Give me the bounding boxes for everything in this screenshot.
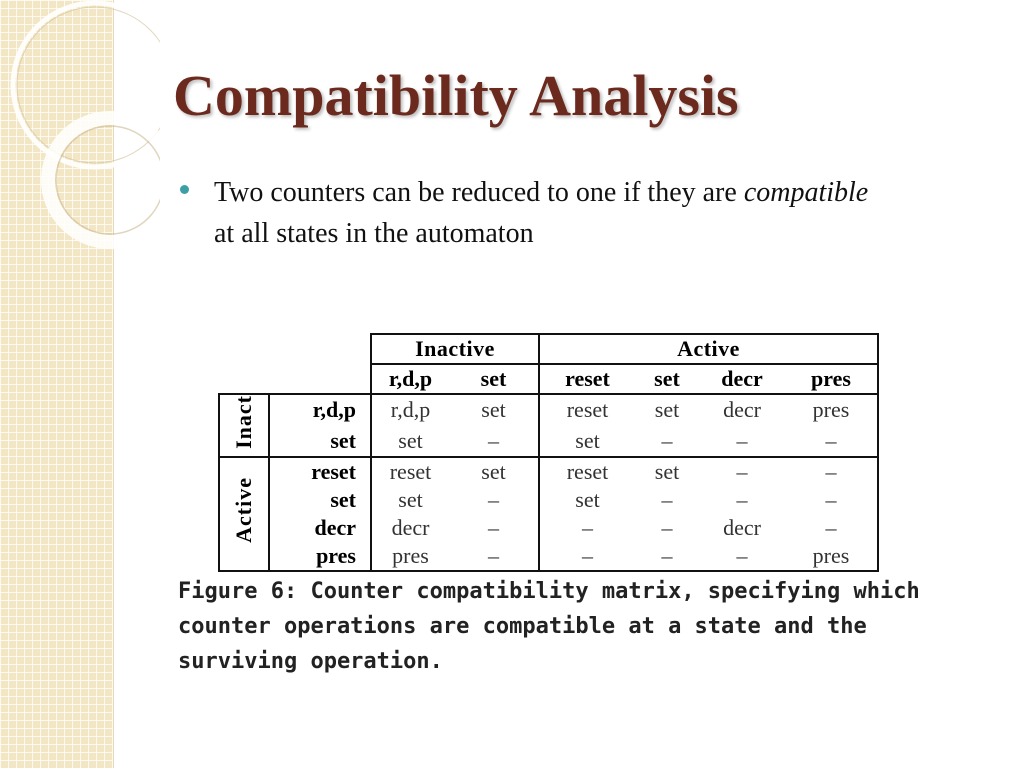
bullet-item	[176, 172, 876, 254]
bullet-text-emphasis: compatible	[743, 177, 869, 208]
decorative-ring-outer	[13, 3, 160, 167]
matrix-cell: reset	[539, 394, 635, 425]
matrix-cell: set	[371, 425, 449, 456]
matrix-cell: set	[575, 486, 600, 512]
matrix-cell: pres	[785, 542, 878, 571]
matrix-cell: set	[449, 394, 539, 425]
bullet-text	[214, 172, 876, 254]
matrix-cell: –	[582, 514, 593, 540]
matrix-cell: set	[371, 486, 449, 514]
matrix-row	[219, 457, 878, 486]
matrix-cell: –	[635, 425, 699, 456]
matrix-cell: –	[449, 542, 539, 571]
matrix-corner-blank	[269, 364, 371, 394]
bullet-text-part1: Two counters can be reduced to one if they are	[214, 177, 744, 208]
matrix-corner-blank	[219, 334, 269, 364]
matrix-cell: –	[785, 514, 878, 542]
matrix-group-header-row	[219, 334, 878, 364]
row-header: reset	[311, 458, 356, 484]
matrix-cell: pres	[785, 394, 878, 425]
matrix-cell: pres	[371, 542, 449, 571]
matrix-cell: –	[785, 457, 878, 486]
row-header: decr	[314, 514, 356, 540]
matrix-cell: set	[449, 457, 539, 486]
matrix-cell: –	[449, 486, 539, 514]
decorative-rings	[0, 0, 160, 300]
row-group-inact-label: Inact	[231, 395, 256, 449]
figure-caption: Figure 6: Counter compatibility matrix, specifying which counter operations are compatible at a state and the surviving operation.	[178, 579, 920, 674]
matrix-cell: –	[736, 486, 748, 512]
col-header: decr	[721, 366, 763, 391]
col-header: set	[654, 366, 680, 391]
matrix-cell: –	[539, 542, 635, 571]
matrix-column-header-row	[219, 364, 878, 394]
matrix-cell: –	[449, 425, 539, 456]
matrix-cell: decr	[699, 394, 785, 425]
matrix-cell: –	[635, 542, 699, 571]
col-header: reset	[565, 366, 610, 391]
row-group-active-label: Active	[231, 477, 256, 544]
matrix-cell: decr	[371, 514, 449, 542]
col-header: pres	[785, 364, 878, 394]
col-group-inactive: Inactive	[371, 334, 539, 364]
matrix-cell: reset	[566, 458, 609, 484]
compatibility-matrix	[218, 333, 879, 572]
matrix-cell: –	[785, 425, 878, 456]
matrix-corner-blank	[269, 334, 371, 364]
decorative-ring-outer-shadow	[17, 7, 160, 163]
matrix-row	[219, 542, 878, 571]
row-header: r,d,p	[269, 394, 371, 425]
bullet-text-part2: at all states in the automaton	[214, 218, 534, 249]
row-header: set	[330, 486, 356, 512]
row-header: pres	[269, 542, 371, 571]
matrix-cell: –	[449, 514, 539, 542]
matrix-cell: set	[635, 394, 699, 425]
matrix-cell: r,d,p	[371, 394, 449, 425]
matrix-cell: –	[699, 542, 785, 571]
slide-title: Compatibility Analysis	[173, 63, 739, 128]
bullet-dot-icon	[180, 185, 189, 194]
row-header: set	[269, 425, 371, 456]
matrix-cell: decr	[723, 514, 761, 540]
matrix-row	[219, 514, 878, 542]
matrix-cell: –	[699, 425, 785, 456]
matrix-cell: –	[661, 514, 673, 540]
col-group-active: Active	[539, 334, 878, 364]
matrix-cell: –	[661, 486, 673, 512]
matrix-row	[219, 486, 878, 514]
col-header: r,d,p	[371, 364, 449, 394]
matrix-cell: –	[736, 458, 748, 484]
matrix-cell: set	[539, 425, 635, 456]
matrix-row	[219, 394, 878, 425]
row-group-inact	[219, 394, 269, 457]
decorative-ring-inner-shadow	[56, 126, 160, 234]
matrix-corner-blank	[219, 364, 269, 394]
matrix-cell: reset	[371, 457, 449, 486]
matrix-row	[219, 425, 878, 456]
col-header: set	[449, 364, 539, 394]
row-group-active	[219, 457, 269, 571]
matrix-cell: set	[654, 458, 680, 484]
matrix-cell: –	[785, 486, 878, 514]
